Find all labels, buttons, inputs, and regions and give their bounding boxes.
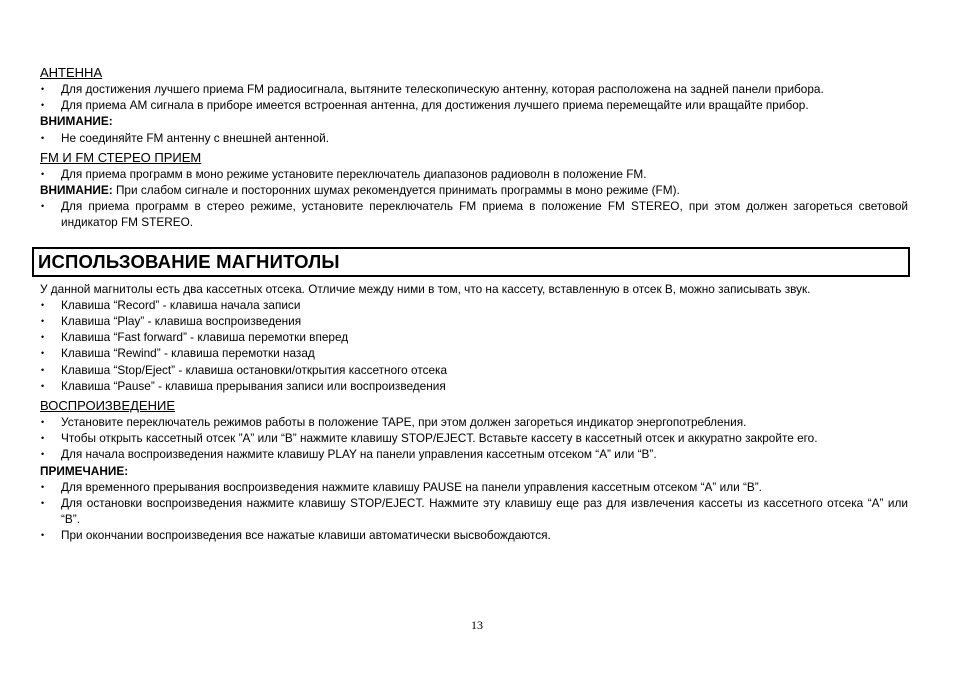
list-item-text: При окончании воспроизведения все нажатые клавиши автоматически высвобождаются. — [61, 528, 551, 543]
list-item-text: Не соединяйте FM антенну с внешней антенной. — [61, 130, 330, 145]
list-item-text: Для временного прерывания воспроизведения нажмите клавишу PAUSE на панели управления кассетным отсеком “A” или “B”. — [61, 479, 762, 494]
list-item — [40, 130, 908, 146]
note-label: ПРИМЕЧАНИЕ: — [40, 463, 129, 478]
fm-list-1 — [40, 166, 908, 182]
list-item — [40, 446, 908, 462]
section-title-box: ИСПОЛЬЗОВАНИЕ МАГНИТОЛЫ — [32, 247, 910, 277]
page-number: 13 — [471, 618, 483, 632]
list-item — [40, 81, 908, 97]
list-item-text: Клавиша “Fast forward” - клавиша перемотки вперед — [61, 330, 349, 345]
list-item-text: Для начала воспроизведения нажмите клавишу PLAY на панели управления кассетным отсеком “A” или “B”. — [61, 447, 657, 462]
bullet-icon: • — [41, 316, 45, 327]
list-item-text: Для приема программ в стерео режиме, установите переключатель FM приема в положение FM STEREO, при этом должен загореться световой индикатор FM STEREO. — [61, 199, 908, 230]
list-item — [40, 166, 908, 182]
list-item — [40, 198, 908, 230]
bullet-icon: • — [41, 380, 45, 391]
list-item — [40, 495, 908, 527]
list-item-text: Для приема AM сигнала в приборе имеется встроенная антенна, для достижения лучшего приема перемещайте или вращайте прибор. — [61, 98, 809, 113]
list-item-text: Клавиша “Stop/Eject” - клавиша остановки/открытия кассетного отсека — [61, 362, 448, 377]
bullet-icon: • — [41, 530, 45, 541]
warning-text: При слабом сигнале и посторонних шумах рекомендуется принимать программы в моно режиме (FM). — [112, 183, 680, 198]
list-item-text: Чтобы открыть кассетный отсек ”A” или “B” нажмите клавишу STOP/EJECT. Вставьте кассету в кассетный отсек и аккуратно закройте его. — [61, 431, 818, 446]
list-item-text: Клавиша “Play” - клавиша воспроизведения — [61, 314, 302, 329]
list-item — [40, 414, 908, 430]
bullet-icon: • — [41, 201, 45, 212]
keys-list — [40, 297, 908, 394]
list-item — [40, 362, 908, 378]
antenna-heading: АНТЕННА — [40, 65, 103, 80]
bullet-icon: • — [41, 498, 45, 509]
bullet-icon: • — [41, 449, 45, 460]
bullet-icon: • — [41, 299, 45, 310]
list-item-text: Клавиша “Rewind” - клавиша перемотки назад — [61, 346, 315, 361]
fm-heading: FM И FM СТЕРЕО ПРИЕМ — [40, 149, 202, 165]
list-item — [40, 313, 908, 329]
bullet-icon: • — [41, 168, 45, 179]
bullet-icon: • — [41, 433, 45, 444]
playback-list — [40, 414, 908, 463]
warning-label: ВНИМАНИЕ: — [40, 183, 113, 198]
list-item — [40, 479, 908, 495]
list-item-text: Клавиша “Record” - клавиша начала записи — [61, 297, 301, 312]
list-item — [40, 97, 908, 113]
bullet-icon: • — [41, 84, 45, 94]
list-item-text: Для достижения лучшего приема FM радиосигнала, вытяните телескопическую антенну, которая расположена на задней панели прибора. — [61, 82, 824, 96]
list-item — [40, 345, 908, 361]
warning-label: ВНИМАНИЕ: — [40, 114, 113, 129]
fm-list-2 — [40, 198, 908, 230]
list-item — [40, 297, 908, 313]
bullet-icon: • — [41, 348, 45, 359]
bullet-icon: • — [41, 364, 45, 375]
list-item — [40, 430, 908, 446]
bullet-icon: • — [41, 100, 45, 111]
playback-heading: ВОСПРОИЗВЕДЕНИЕ — [40, 398, 175, 414]
list-item — [40, 378, 908, 394]
bullet-icon: • — [41, 132, 45, 143]
list-item-text: Для приема программ в моно режиме установите переключатель диапазонов радиоволн в положение FM. — [61, 166, 647, 181]
playback-note — [40, 463, 908, 479]
bullet-icon: • — [41, 481, 45, 492]
antenna-list — [40, 81, 908, 113]
bullet-icon: • — [41, 332, 45, 343]
list-item — [40, 527, 908, 543]
playback-note-list — [40, 479, 908, 544]
list-item-text: Для остановки воспроизведения нажмите клавишу STOP/EJECT. Нажмите эту клавишу еще раз для извлечения кассеты из кассетного отсека “A” или “B”. — [61, 496, 908, 527]
tape-intro: У данной магнитолы есть два кассетных отсека. Отличие между ними в том, что на кассету, вставленную в отсек В, можно записывать звук. — [40, 281, 811, 296]
list-item — [40, 329, 908, 345]
antenna-warning — [40, 113, 908, 129]
list-item-text: Клавиша “Pause” - клавиша прерывания записи или воспроизведения — [61, 378, 446, 393]
antenna-warning-list — [40, 130, 908, 146]
bullet-icon: • — [41, 417, 45, 428]
list-item-text: Установите переключатель режимов работы в положение TAPE, при этом должен загореться индикатор энергопотребления. — [61, 415, 747, 430]
manual-page — [40, 64, 908, 544]
fm-warning — [40, 182, 908, 198]
